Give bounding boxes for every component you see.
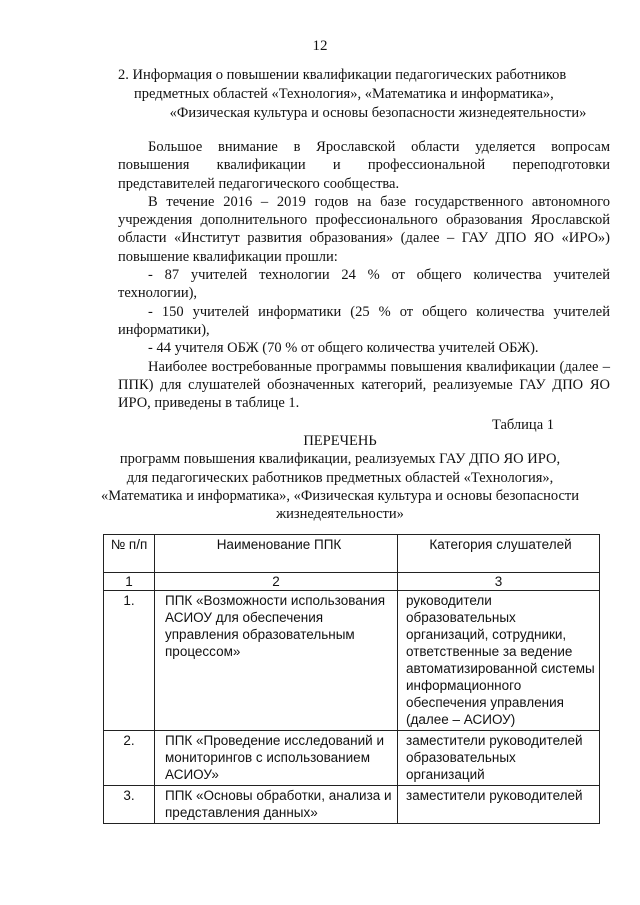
table-row xyxy=(104,786,600,824)
list-title-line: ПЕРЕЧЕНЬ xyxy=(303,433,377,449)
page-number: 12 xyxy=(312,38,328,54)
list-title xyxy=(0,432,640,523)
row-category: руководители образовательных организаций, сотрудники, ответственные за ведение автоматизированной системы информационного обеспечения управления (далее – АСИОУ) xyxy=(398,591,600,731)
list-item: - 44 учителя ОБЖ (70 % от общего количества учителей ОБЖ). xyxy=(148,340,539,357)
header-name: Наименование ППК xyxy=(155,535,398,573)
list-title-line: для педагогических работников предметных областей «Технология», xyxy=(126,469,554,486)
list-item: - 87 учителей технологии 24 % от общего количества учителей технологии), xyxy=(118,267,610,302)
row-number: 3. xyxy=(104,786,155,824)
header-number: № п/п xyxy=(104,535,155,573)
paragraph: В течение 2016 – 2019 годов на базе государственного автономного учреждения дополнительного профессионального образования Ярославской области «Институт развития образования» (далее – ГАУ ДПО ЯО «ИРО») повышение квалификации прошли: xyxy=(118,193,610,265)
heading-line: предметных областей «Технология», «Математика и информатика», xyxy=(134,86,554,102)
body-text xyxy=(118,138,610,435)
row-number: 1. xyxy=(104,591,155,731)
row-number: 2. xyxy=(104,731,155,786)
row-name: ППК «Проведение исследований и мониторингов с использованием АСИОУ» xyxy=(155,731,398,786)
index-cell: 2 xyxy=(155,573,398,591)
list-title-line: программ повышения квалификации, реализуемых ГАУ ДПО ЯО ИРО, xyxy=(119,451,561,468)
table-label: Таблица 1 xyxy=(491,417,554,434)
row-name: ППК «Возможности использования АСИОУ для обеспечения управления образовательным процессом» xyxy=(155,591,398,731)
programs-table xyxy=(103,534,600,824)
list-title-line: «Математика и информатика», «Физическая культура и основы безопасности xyxy=(100,487,580,504)
list-title-line: жизнедеятельности» xyxy=(276,506,404,523)
header-category: Категория слушателей xyxy=(398,535,600,573)
paragraph: Большое внимание в Ярославской области уделяется вопросам повышения квалификации и профессиональной переподготовки представителей педагогического сообщества. xyxy=(118,139,610,192)
heading-line: «Физическая культура и основы безопасности жизнедеятельности» xyxy=(169,105,587,121)
index-cell: 1 xyxy=(104,573,155,591)
table-index-row xyxy=(104,573,600,591)
row-name: ППК «Основы обработки, анализа и представления данных» xyxy=(155,786,398,824)
row-category: заместители руководителей xyxy=(398,786,600,824)
table-header-row xyxy=(104,535,600,573)
list-item: - 150 учителей информатики (25 % от общего количества учителей информатики), xyxy=(118,303,610,338)
paragraph: Наиболее востребованные программы повышения квалификации (далее – ППК) для слушателей обозначенных категорий, реализуемые ГАУ ДПО ЯО ИРО, приведены в таблице 1. xyxy=(118,358,610,412)
table-row xyxy=(104,591,600,731)
index-cell: 3 xyxy=(398,573,600,591)
row-category: заместители руководителей образовательных организаций xyxy=(398,731,600,786)
section-heading xyxy=(118,66,608,123)
table-row xyxy=(104,731,600,786)
heading-line: 2. Информация о повышении квалификации педагогических работников xyxy=(118,67,567,83)
